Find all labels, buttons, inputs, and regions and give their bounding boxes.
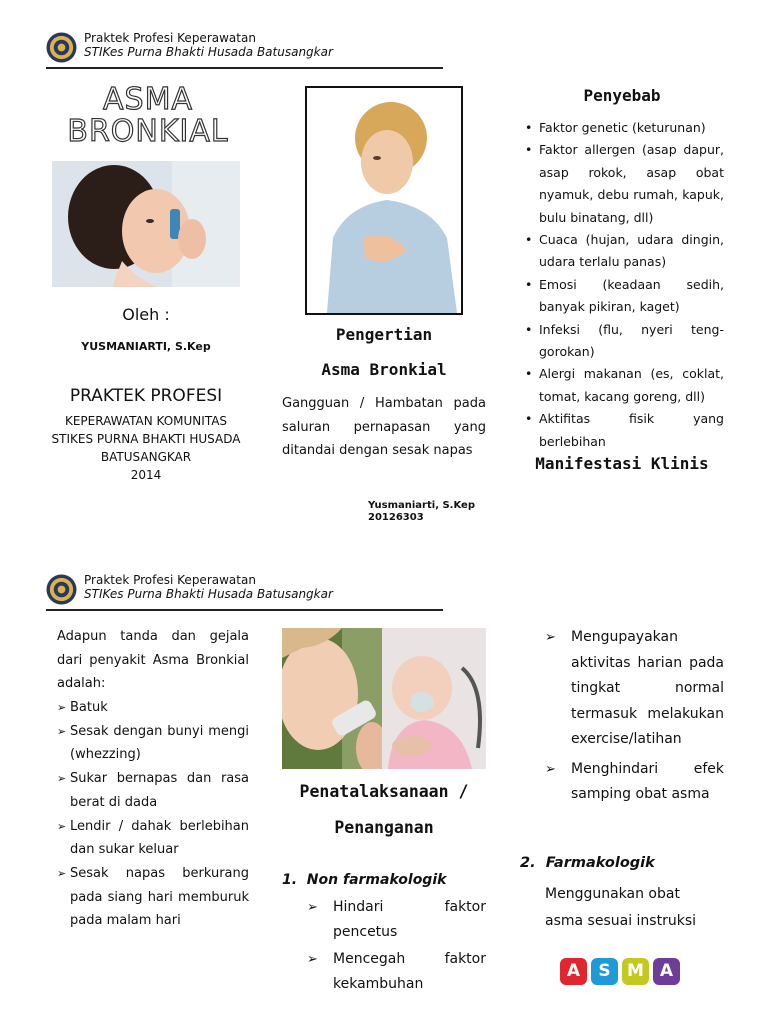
list-item: ➢ Batuk	[57, 696, 249, 720]
list-item: ➢ Sukar bernapas dan rasa berat di dada	[57, 767, 249, 814]
college-seal-icon	[46, 574, 77, 605]
by-label: Oleh :	[122, 305, 170, 324]
header-rule	[46, 67, 443, 69]
cover-sub-line: 2014	[130, 468, 162, 482]
definition-text: Gangguan / Hambatan pada saluran pernapasan yang ditandai dengan sesak napas	[282, 396, 486, 458]
list-item: ➢ Mencegah faktor kekambuhan	[307, 947, 486, 997]
symptoms-list	[57, 696, 249, 933]
pharma-text: Menggunakan obat asma sesuai instruksi	[545, 886, 696, 929]
asma-logo-letter: S	[591, 958, 618, 985]
list-item: • Emosi (keadaan sedih, banyak pikiran, kaget)	[525, 274, 724, 319]
definition-title-line1: Pengertian	[335, 325, 433, 344]
list-item: • Infeksi (flu, nyeri teng-gorokan)	[525, 319, 724, 364]
header-line1: Praktek Profesi Keperawatan	[84, 573, 256, 587]
definition-title-line2: Asma Bronkial	[321, 360, 447, 379]
list-item: ➢ Mengupayakan aktivitas harian pada tingkat normal termasuk melakukan exercise/latihan	[545, 625, 724, 753]
symptoms-intro: Adapun tanda dan gejala dari penyakit Asma Bronkial adalah:	[57, 629, 249, 692]
header-line1: Praktek Profesi Keperawatan	[84, 31, 256, 45]
page2-header	[46, 572, 446, 618]
header-rule	[46, 609, 443, 611]
asma-logo-letter: A	[653, 958, 680, 985]
cover-sub-line: STIKES PURNA BHAKTI HUSADA	[51, 432, 241, 446]
list-item: • Alergi makanan (es, coklat, tomat, kacang goreng, dll)	[525, 363, 724, 408]
asma-logo	[560, 958, 686, 988]
cover-sub-line: BATUSANGKAR	[100, 450, 192, 464]
list-item: • Faktor genetic (keturunan)	[525, 117, 724, 139]
signature-id: 20126303	[368, 512, 424, 523]
list-item: ➢ Sesak napas berkurang pada siang hari memburuk pada malam hari	[57, 862, 249, 933]
causes-title: Penyebab	[583, 86, 661, 105]
non-pharma-list	[307, 895, 486, 997]
manifestation-heading: Manifestasi Klinis	[535, 454, 709, 473]
treatment-title-line2: Penanganan	[334, 818, 434, 837]
cover-title-line1: ASMA	[103, 82, 193, 117]
causes-list	[525, 117, 724, 453]
header-line2: STIKes Purna Bhakti Husada Batusangkar	[84, 45, 333, 59]
college-seal-icon	[46, 32, 77, 63]
baby-nebulizer-photo	[382, 628, 486, 769]
asma-logo-letter: A	[560, 958, 587, 985]
cover-author: YUSMANIARTI, S.Kep	[81, 340, 211, 353]
pharma-label: 2. Farmakologik	[520, 855, 655, 871]
non-pharma-label: 1. Non farmakologik	[282, 872, 447, 888]
cover-subtitle	[46, 412, 246, 484]
cover-heading: PRAKTEK PROFESI	[69, 386, 223, 406]
more-treatment-list	[545, 625, 724, 808]
signature-name: Yusmaniarti, S.Kep	[368, 500, 475, 511]
list-item: ➢ Lendir / dahak berlebihan dan sukar keluar	[57, 815, 249, 862]
list-item: • Faktor allergen (asap dapur, asap rokok, asap obat nyamuk, debu rumah, kapuk, bulu binatang, dll)	[525, 139, 724, 229]
list-item: • Cuaca (hujan, udara dingin, udara terlalu panas)	[525, 229, 724, 274]
treatment-title-line1: Penatalaksanaan /	[299, 782, 469, 801]
woman-chest-pain-photo	[305, 86, 463, 315]
list-item: • Aktifitas fisik yang berlebihan	[525, 408, 724, 453]
asma-logo-letter: M	[622, 958, 649, 985]
woman-inhaler-photo	[52, 161, 240, 287]
signature-block	[368, 500, 475, 524]
list-item: ➢ Hindari faktor pencetus	[307, 895, 486, 945]
cover-sub-line: KEPERAWATAN KOMUNITAS	[64, 414, 228, 428]
child-inhaler-photo	[282, 628, 382, 769]
header-line2: STIKes Purna Bhakti Husada Batusangkar	[84, 587, 333, 601]
list-item: ➢ Menghindari efek samping obat asma	[545, 757, 724, 808]
cover-title-line2: BRONKIAL	[67, 114, 229, 149]
page1-header	[46, 30, 446, 76]
list-item: ➢ Sesak dengan bunyi mengi (whezzing)	[57, 720, 249, 767]
